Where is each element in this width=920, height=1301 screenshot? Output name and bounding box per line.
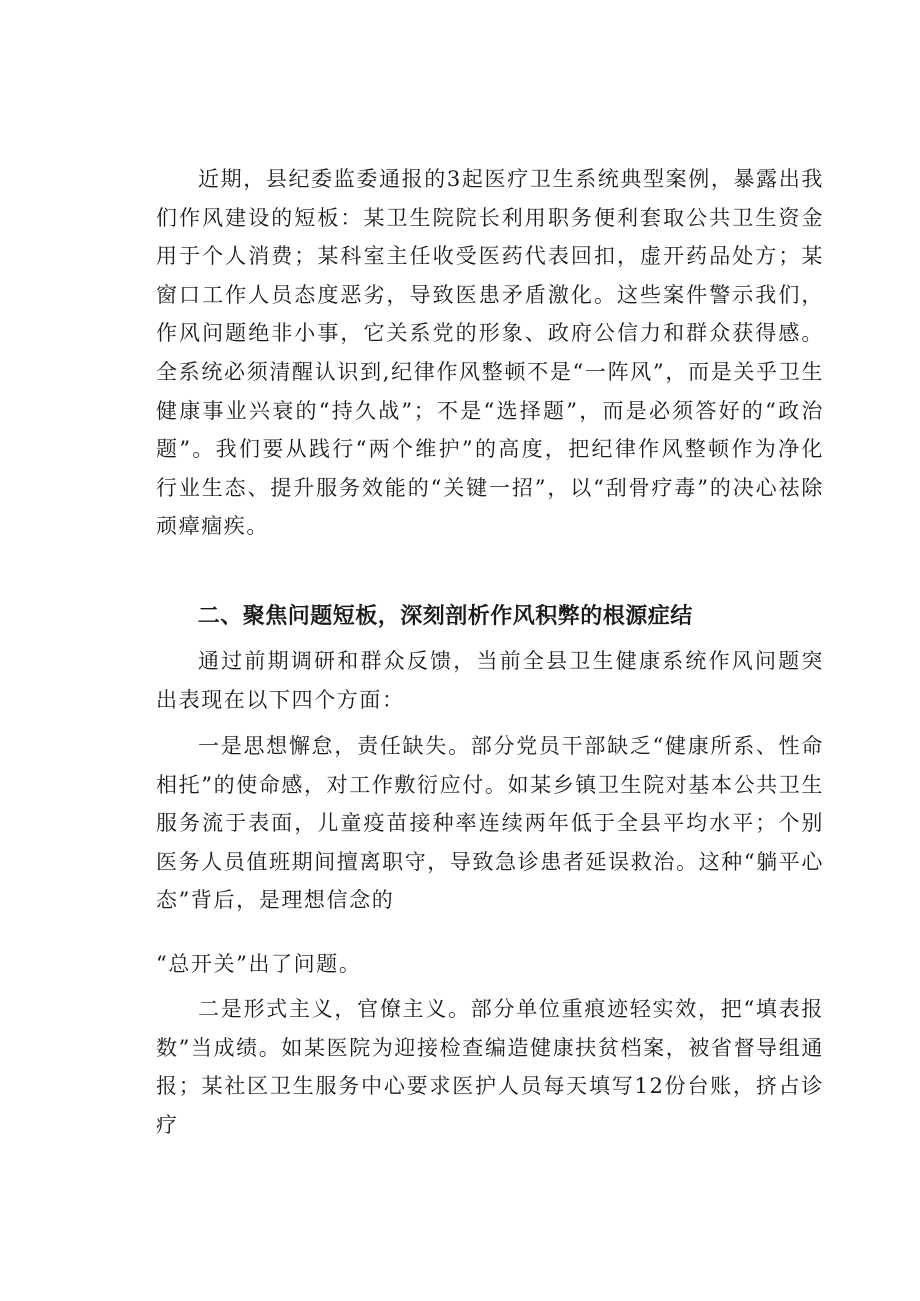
paragraph-point-one: 一是思想懈怠，责任缺失。部分党员干部缺乏“健康所系、性命相托”的使命感，对工作敷衍应付。如某乡镇卫生院对基本公共卫生服务流于表面，儿童疫苗接种率连续两年低于全县平均水平；个别医务人员值班期间擅离职守，导致急诊患者延误救治。这种“躺平心态”背后，是理想信念的 bbox=[156, 734, 824, 913]
paragraph-intro-four-aspects: 通过前期调研和群众反馈，当前全县卫生健康系统作风问题突出表现在以下四个方面： bbox=[156, 649, 824, 712]
section-heading-2: 二、聚焦问题短板，深刻剖析作风积弊的根源症结 bbox=[197, 604, 693, 629]
paragraph-point-two: 二是形式主义，官僚主义。部分单位重痕迹轻实效，把“填表报数”当成绩。如某医院为迎接检查编造健康扶贫档案，被省督导组通报；某社区卫生服务中心要求医护人员每天填写12份台账，挤占诊疗 bbox=[156, 997, 824, 1137]
paragraph-point-one-continued: “总开关”出了问题。 bbox=[156, 952, 362, 976]
paragraph-case-warning: 近期，县纪委监委通报的3起医疗卫生系统典型案例，暴露出我们作风建设的短板：某卫生院院长利用职务便利套取公共卫生资金用于个人消费；某科室主任收受医药代表回扣，虚开药品处方；某窗口工作人员态度恶劣，导致医患矛盾激化。这些案件警示我们，作风问题绝非小事，它关系党的形象、政府公信力和群众获得感。全系统必须清醒认识到,纪律作风整顿不是“一阵风”，而是关乎卫生健康事业兴衰的“持久战”；不是“选择题”，而是必须答好的“政治题”。我们要从践行“两个维护”的高度，把纪律作风整顿作为净化行业生态、提升服务效能的“关键一招”，以“刮骨疗毒”的决心祛除顽瘴痼疾。 bbox=[156, 167, 824, 539]
